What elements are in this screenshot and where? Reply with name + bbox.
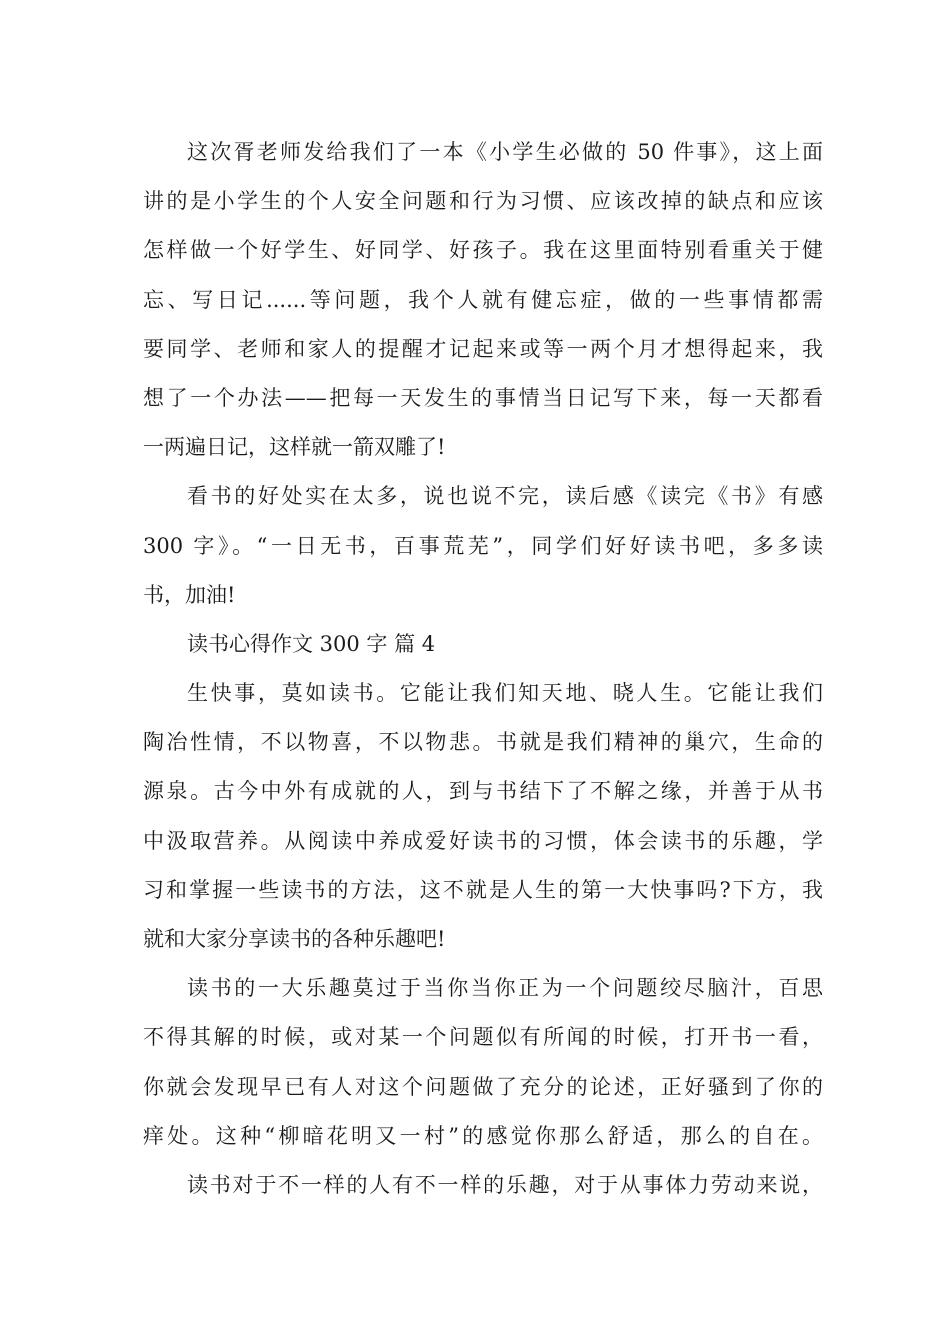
text-line: 书，加油!	[143, 582, 236, 607]
text-line: 习和掌握一些读书的方法，这不就是人生的第一大快事吗?下方，我	[143, 877, 823, 902]
text-line: 陶冶性情，不以物喜，不以物悲。书就是我们精神的巢穴，生命的	[143, 730, 823, 755]
text-line: 中汲取营养。从阅读中养成爱好读书的习惯，体会读书的乐趣，学	[143, 828, 823, 853]
text-line: 一两遍日记，这样就一箭双雕了!	[143, 435, 446, 460]
text-line: 要同学、老师和家人的提醒才记起来或等一两个月才想得起来，我	[143, 336, 823, 361]
text-line: 生快事，莫如读书。它能让我们知天地、晓人生。它能让我们	[187, 681, 823, 706]
text-line: 想了一个办法——把每一天发生的事情当日记写下来，每一天都看	[143, 385, 823, 410]
text-line: 不得其解的时候，或对某一个问题似有所闻的时候，打开书一看，	[143, 1025, 823, 1050]
text-line: 就和大家分享读书的各种乐趣吧!	[143, 927, 446, 951]
body-text	[143, 128, 823, 1210]
text-line: 300 字》。“一日无书，百事荒芜”，同学们好好读书吧，多多读	[143, 533, 823, 558]
text-line: 这次胥老师发给我们了一本《小学生必做的 50 件事》，这上面	[187, 140, 823, 164]
text-line: 你就会发现早已有人对这个问题做了充分的论述，正好骚到了你的	[143, 1074, 823, 1099]
text-line: 讲的是小学生的个人安全问题和行为习惯、应该改掉的缺点和应该	[143, 189, 823, 214]
text-line: 源泉。古今中外有成就的人，到与书结下了不解之缘，并善于从书	[143, 779, 823, 804]
text-line: 忘、写日记......等问题，我个人就有健忘症，做的一些事情都需	[143, 287, 823, 312]
text-line: 痒处。这种“柳暗花明又一村”的感觉你那么舒适，那么的自在。	[143, 1123, 823, 1148]
section-heading: 读书心得作文 300 字 篇 4	[187, 631, 436, 656]
text-line: 读书对于不一样的人有不一样的乐趣，对于从事体力劳动来说，	[187, 1172, 823, 1197]
text-line: 读书的一大乐趣莫过于当你当你正为一个问题绞尽脑汁，百思	[187, 976, 823, 1001]
text-line: 怎样做一个好学生、好同学、好孩子。我在这里面特别看重关于健	[143, 238, 823, 263]
text-line: 看书的好处实在太多，说也说不完，读后感《读完《书》有感	[187, 484, 823, 509]
